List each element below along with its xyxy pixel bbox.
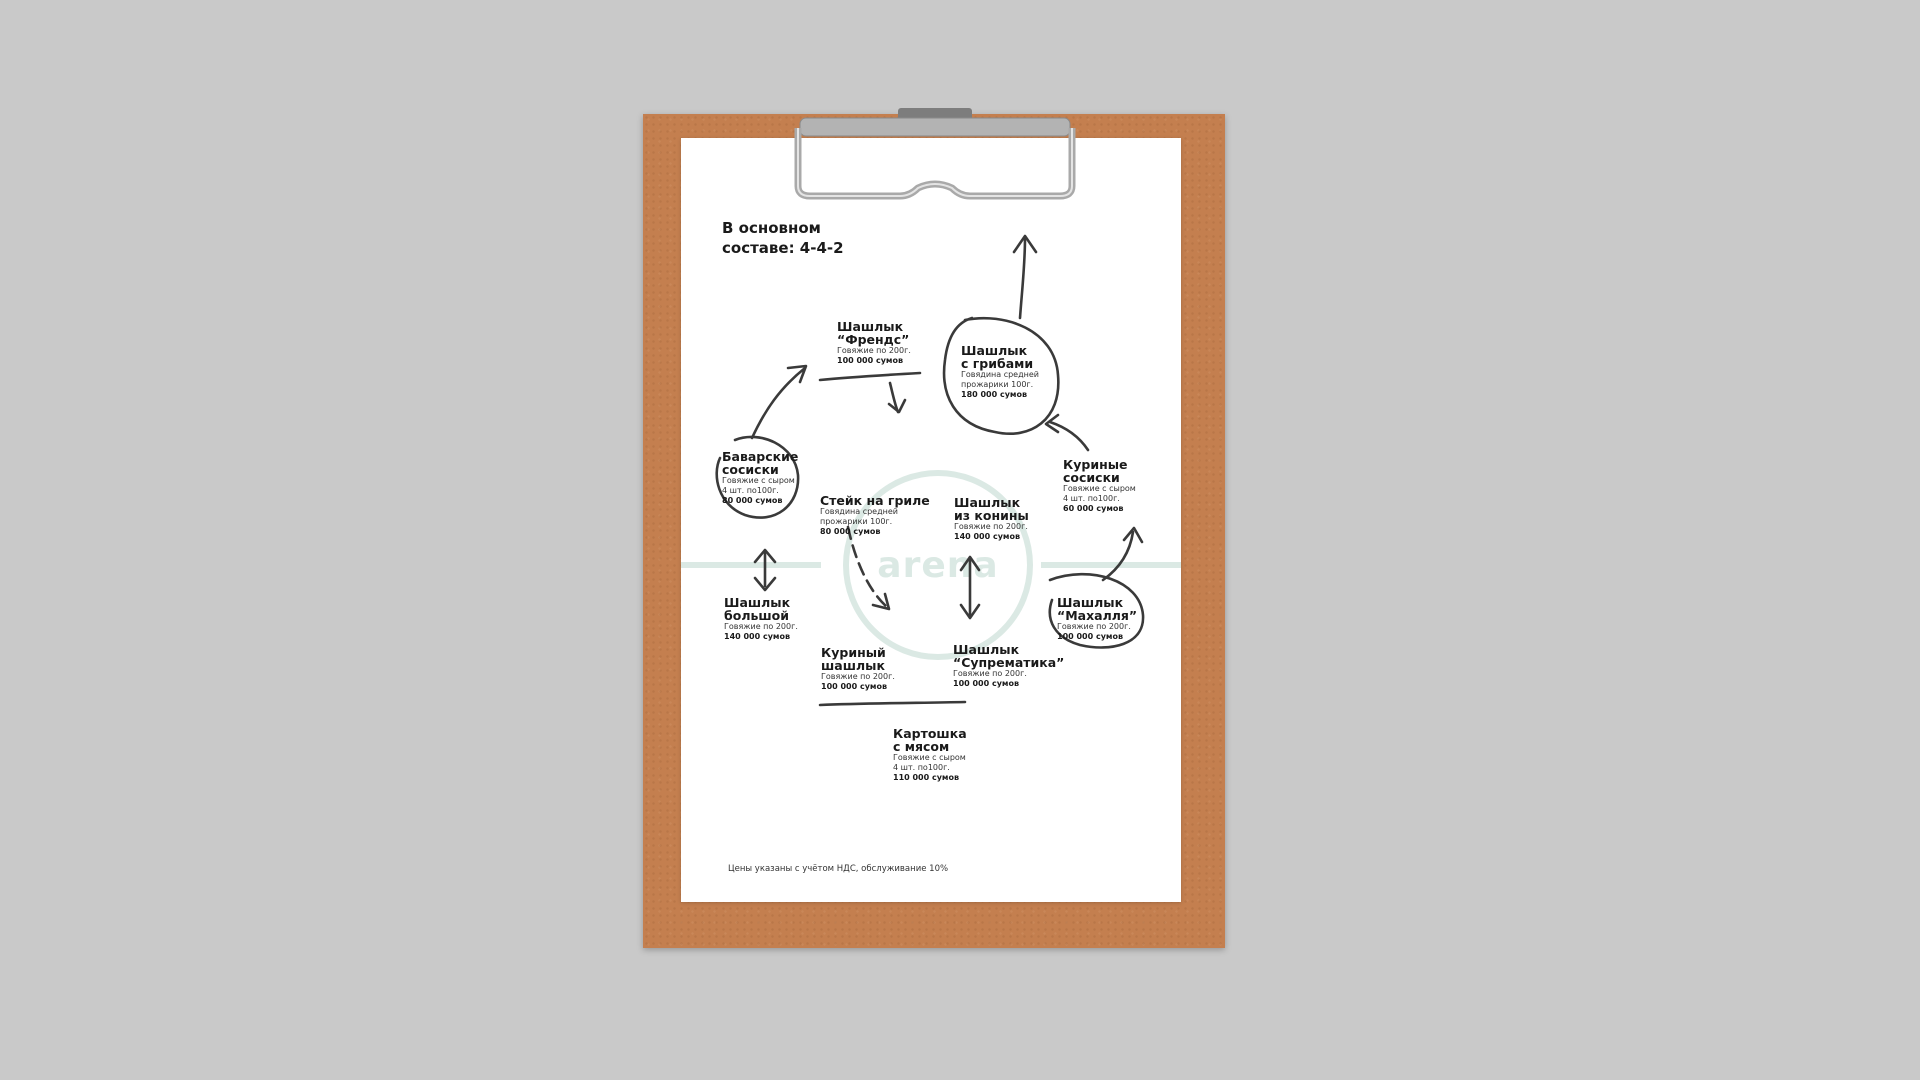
menu-item-potato-meat: Картошка с мясом Говяжие с сыром 4 шт. по100г. 110 000 сумов xyxy=(893,726,967,782)
menu-item-shashlik-suprematika: Шашлык “Супрематика” Говяжие по 200г. 100 000 сумов xyxy=(953,642,1065,688)
arrow-icon xyxy=(1020,238,1025,318)
menu-item-bavarian-sausages: Баварские сосиски Говяжие с сыром 4 шт. по100г. 80 000 сумов xyxy=(722,449,799,505)
menu-item-shashlik-friends: Шашлык “Френдс” Говяжие по 200г. 100 000 сумов xyxy=(837,319,911,365)
menu-item-shashlik-mushrooms: Шашлык с грибами Говядина средней прожарики 100г. 180 000 сумов xyxy=(961,343,1039,399)
arrow-icon xyxy=(1050,422,1088,450)
arrow-icon xyxy=(752,368,805,438)
menu-item-chicken-sausages: Куриные сосиски Говяжие с сыром 4 шт. по100г. 60 000 сумов xyxy=(1063,457,1136,513)
menu-item-shashlik-horse: Шашлык из конины Говяжие по 200г. 140 000 сумов xyxy=(954,495,1029,541)
heading-line-2: составе: 4-4-2 xyxy=(722,239,844,257)
menu-item-shashlik-big: Шашлык большой Говяжие по 200г. 140 000 сумов xyxy=(724,595,798,641)
menu-item-grilled-steak: Стейк на гриле Говядина средней прожарики 100г. 80 000 сумов xyxy=(820,493,930,536)
menu-footer-note: Цены указаны с учётом НДС, обслуживание 10% xyxy=(728,864,949,874)
menu-item-chicken-shashlik: Куриный шашлык Говяжие по 200г. 100 000 сумов xyxy=(821,645,895,691)
menu-item-shashlik-mahalla: Шашлык “Махалля” Говяжие по 200г. 100 000 сумов xyxy=(1057,595,1138,641)
arrow-icon xyxy=(1103,532,1133,580)
heading-line-1: В основном xyxy=(722,219,821,237)
arrow-icon xyxy=(848,527,887,607)
arena-logo: arena xyxy=(877,545,999,586)
